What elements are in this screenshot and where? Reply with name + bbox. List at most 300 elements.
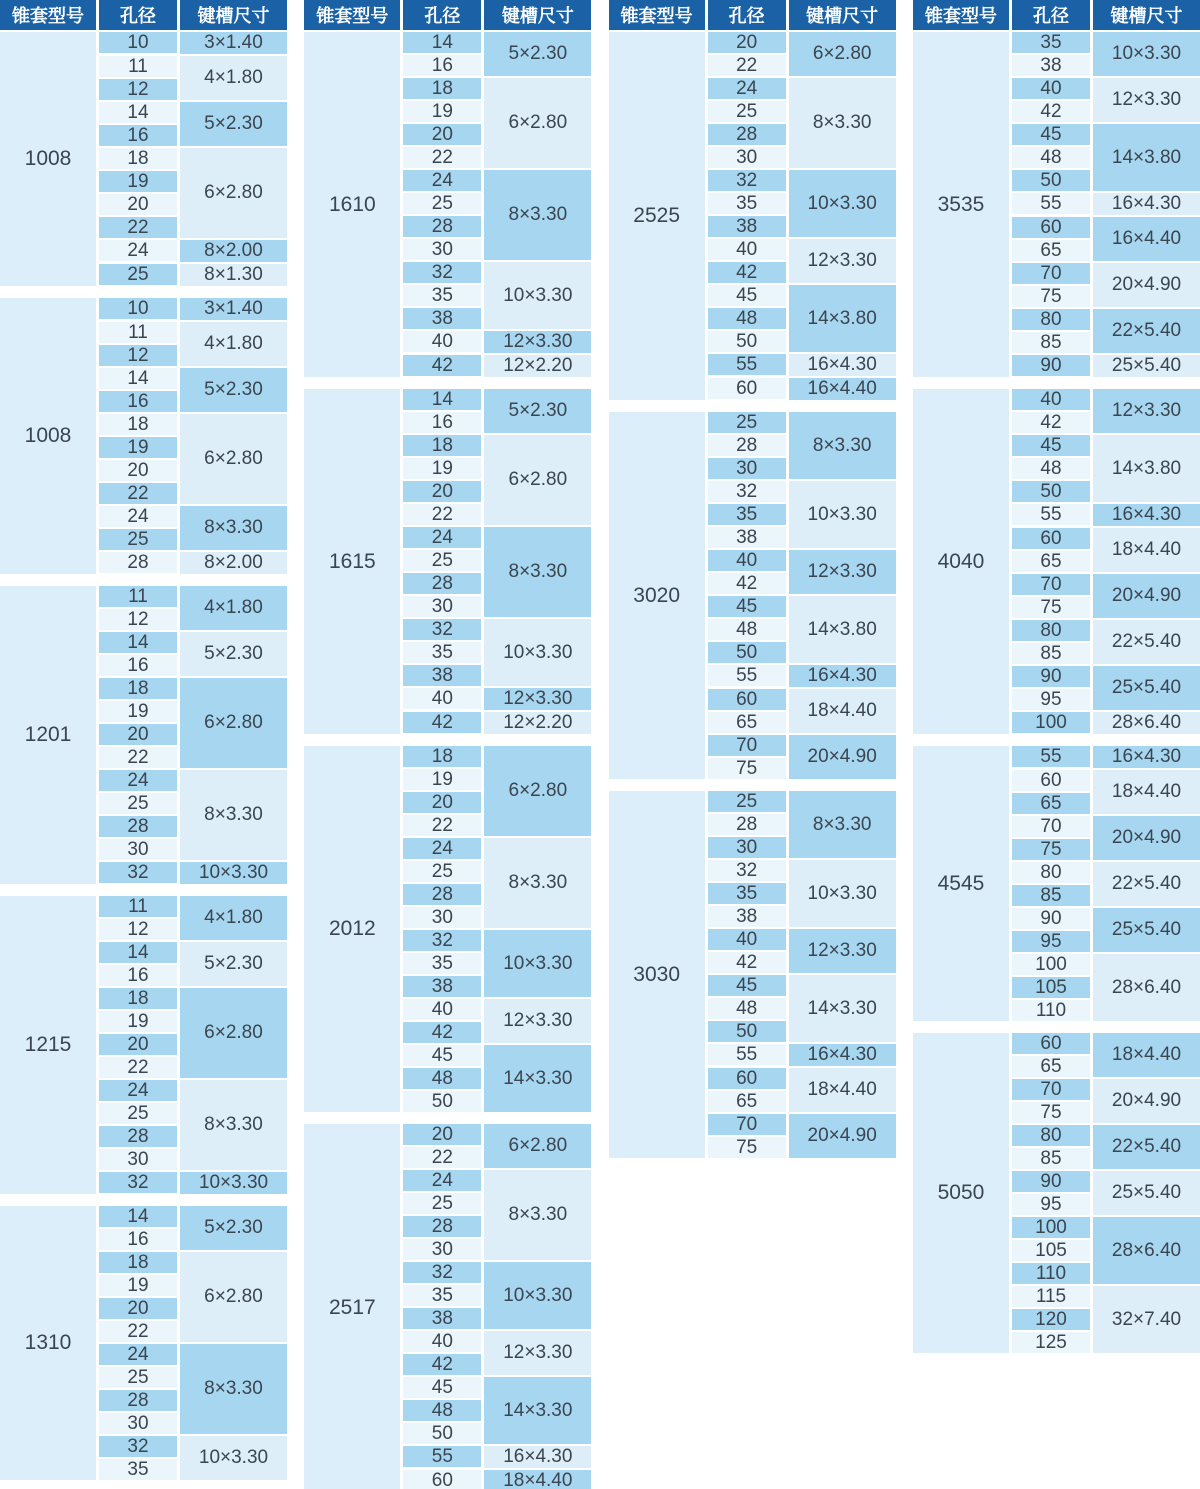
bore-cell: 90: [1012, 1171, 1090, 1192]
bore-cell: 12: [99, 919, 177, 940]
keyway-group: [1012, 435, 1200, 502]
bore-cell: 38: [403, 976, 481, 997]
keyway-cell: 18×4.40: [484, 1470, 591, 1489]
bore-list: [403, 32, 481, 76]
block-body: [403, 389, 591, 734]
bore-cell: 50: [708, 1021, 786, 1042]
bore-cell: 22: [99, 747, 177, 768]
keyway-group: [99, 322, 287, 366]
bore-list: [403, 746, 481, 836]
keyway-cell: 14×3.80: [789, 596, 896, 663]
bore-cell: 24: [99, 770, 177, 791]
keyway-group: [708, 689, 896, 733]
bore-cell: 48: [708, 308, 786, 329]
bore-cell: 19: [99, 1011, 177, 1032]
bore-cell: 18: [403, 435, 481, 456]
bore-cell: 20: [403, 124, 481, 145]
bore-cell: 60: [708, 378, 786, 399]
bore-cell: 35: [403, 1285, 481, 1306]
keyway-group: [403, 262, 591, 329]
keyway-cell: 5×2.30: [180, 102, 287, 146]
keyway-cell: 20×4.90: [1093, 263, 1200, 307]
bore-cell: 19: [99, 171, 177, 192]
bore-list: [1012, 712, 1090, 734]
header-model: 锥套型号: [913, 0, 1009, 30]
keyway-cell: 8×3.30: [484, 838, 591, 928]
bore-list: [708, 689, 786, 733]
keyway-cell: 16×4.30: [789, 665, 896, 687]
keyway-cell: 8×3.30: [789, 791, 896, 858]
bore-cell: 90: [1012, 355, 1090, 376]
bore-cell: 80: [1012, 309, 1090, 330]
keyway-cell: 8×3.30: [789, 412, 896, 479]
bore-cell: 60: [1012, 217, 1090, 238]
keyway-group: [1012, 908, 1200, 952]
keyway-group: [708, 354, 896, 376]
keyway-cell: 10×3.30: [180, 1436, 287, 1480]
bore-list: [403, 1377, 481, 1444]
block-body: [99, 1206, 287, 1480]
bore-list: [99, 1172, 177, 1194]
bore-list: [1012, 862, 1090, 906]
bore-cell: 55: [403, 1446, 481, 1467]
table-block: [0, 586, 287, 884]
model-cell: 2517: [304, 1124, 400, 1489]
bore-cell: 75: [1012, 286, 1090, 307]
bore-cell: 105: [1012, 1240, 1090, 1261]
bore-list: [403, 170, 481, 260]
bore-cell: 30: [403, 1239, 481, 1260]
bore-list: [99, 1080, 177, 1170]
block-body: [99, 896, 287, 1194]
bore-cell: 25: [708, 791, 786, 812]
bore-cell: 30: [708, 458, 786, 479]
bore-cell: 24: [403, 527, 481, 548]
bore-cell: 40: [1012, 389, 1090, 410]
bore-cell: 18: [99, 678, 177, 699]
header-keyway: 键槽尺寸: [484, 0, 591, 30]
bore-list: [1012, 1033, 1090, 1077]
bore-list: [708, 285, 786, 352]
bore-list: [403, 1170, 481, 1260]
keyway-group: [708, 412, 896, 479]
keyway-group: [99, 32, 287, 54]
bore-cell: 55: [708, 665, 786, 686]
bore-list: [708, 378, 786, 400]
bore-cell: 20: [99, 1034, 177, 1055]
keyway-cell: 12×3.30: [1093, 78, 1200, 122]
keyway-cell: 12×3.30: [484, 1331, 591, 1375]
bore-cell: 32: [403, 1262, 481, 1283]
keyway-cell: 16×4.30: [789, 1044, 896, 1066]
bore-cell: 50: [708, 331, 786, 352]
bore-cell: 65: [1012, 793, 1090, 814]
keyway-group: [1012, 355, 1200, 377]
keyway-cell: 12×2.20: [484, 355, 591, 377]
keyway-group: [403, 435, 591, 525]
bore-cell: 55: [708, 354, 786, 375]
keyway-group: [403, 527, 591, 617]
model-cell: 1008: [0, 32, 96, 286]
bore-cell: 14: [99, 368, 177, 389]
bore-list: [403, 355, 481, 377]
bore-cell: 50: [708, 642, 786, 663]
keyway-group: [708, 170, 896, 237]
bore-cell: 85: [1012, 885, 1090, 906]
bore-cell: 24: [403, 170, 481, 191]
bore-cell: 25: [403, 861, 481, 882]
table-blocks: [304, 32, 591, 1489]
bore-list: [99, 414, 177, 504]
table-block: [0, 32, 287, 286]
bore-cell: 60: [1012, 528, 1090, 549]
bore-cell: 28: [708, 435, 786, 456]
header-bore: 孔径: [1012, 0, 1090, 30]
bore-cell: 48: [1012, 458, 1090, 479]
keyway-cell: 5×2.30: [484, 389, 591, 433]
keyway-group: [708, 1044, 896, 1066]
bore-list: [708, 596, 786, 663]
keyway-group: [1012, 816, 1200, 860]
bore-cell: 25: [99, 264, 177, 285]
keyway-cell: 4×1.80: [180, 896, 287, 940]
bore-list: [1012, 504, 1090, 526]
bore-cell: 95: [1012, 931, 1090, 952]
bore-cell: 65: [1012, 1056, 1090, 1077]
bore-cell: 28: [99, 816, 177, 837]
keyway-cell: 20×4.90: [1093, 1079, 1200, 1123]
bore-cell: 40: [708, 929, 786, 950]
keyway-group: [708, 1114, 896, 1158]
model-cell: 5050: [913, 1033, 1009, 1353]
bore-cell: 35: [1012, 32, 1090, 53]
table-block: [304, 32, 591, 377]
keyway-group: [1012, 389, 1200, 433]
bore-cell: 55: [708, 1044, 786, 1065]
bore-cell: 90: [1012, 908, 1090, 929]
bore-list: [708, 860, 786, 927]
keyway-cell: 8×3.30: [789, 78, 896, 168]
bore-list: [1012, 1286, 1090, 1353]
bore-cell: 18: [403, 78, 481, 99]
block-body: [403, 746, 591, 1112]
keyway-group: [1012, 666, 1200, 710]
model-cell: 1008: [0, 298, 96, 574]
keyway-cell: 16×4.40: [1093, 217, 1200, 261]
keyway-cell: 3×1.40: [180, 32, 287, 54]
bore-list: [99, 240, 177, 262]
table-block: [913, 32, 1200, 377]
bore-cell: 42: [403, 355, 481, 376]
bore-cell: 35: [403, 642, 481, 663]
bore-cell: 70: [1012, 263, 1090, 284]
keyway-group: [403, 331, 591, 353]
keyway-cell: 25×5.40: [1093, 666, 1200, 710]
table-blocks: [913, 32, 1200, 1353]
bore-cell: 50: [403, 1423, 481, 1444]
keyway-cell: 12×3.30: [789, 239, 896, 283]
bore-list: [99, 942, 177, 986]
bore-cell: 18: [99, 148, 177, 169]
keyway-cell: 18×4.40: [1093, 528, 1200, 572]
keyway-cell: 4×1.80: [180, 322, 287, 366]
keyway-cell: 3×1.40: [180, 298, 287, 320]
model-cell: 4545: [913, 746, 1009, 1021]
bore-cell: 32: [403, 619, 481, 640]
header-keyway: 键槽尺寸: [180, 0, 287, 30]
bore-cell: 30: [99, 1149, 177, 1170]
bore-cell: 40: [708, 550, 786, 571]
bore-cell: 30: [403, 239, 481, 260]
bore-cell: 16: [99, 391, 177, 412]
bore-cell: 95: [1012, 1194, 1090, 1215]
keyway-group: [403, 930, 591, 997]
bore-cell: 25: [99, 793, 177, 814]
bore-cell: 65: [708, 1091, 786, 1112]
keyway-cell: 25×5.40: [1093, 908, 1200, 952]
bore-list: [403, 1446, 481, 1468]
bore-cell: 42: [403, 712, 481, 733]
keyway-cell: 8×3.30: [180, 770, 287, 860]
bore-cell: 50: [1012, 481, 1090, 502]
header-model: 锥套型号: [0, 0, 96, 30]
keyway-group: [99, 632, 287, 676]
bore-cell: 75: [1012, 1102, 1090, 1123]
keyway-group: [99, 368, 287, 412]
bore-cell: 25: [99, 1367, 177, 1388]
bore-cell: 80: [1012, 862, 1090, 883]
bore-cell: 32: [99, 1436, 177, 1457]
bore-cell: 20: [99, 460, 177, 481]
keyway-group: [99, 1080, 287, 1170]
keyway-group: [708, 1068, 896, 1112]
bore-cell: 32: [708, 170, 786, 191]
bore-cell: 14: [99, 942, 177, 963]
bore-cell: 80: [1012, 1125, 1090, 1146]
model-cell: 3535: [913, 32, 1009, 377]
bore-list: [403, 527, 481, 617]
bore-cell: 28: [99, 552, 177, 573]
bore-list: [708, 665, 786, 687]
table-header-row: [913, 0, 1200, 30]
bore-cell: 11: [99, 56, 177, 77]
bore-list: [403, 78, 481, 168]
keyway-cell: 20×4.90: [1093, 816, 1200, 860]
keyway-group: [403, 712, 591, 734]
keyway-cell: 8×3.30: [180, 506, 287, 550]
bore-cell: 10: [99, 32, 177, 53]
keyway-cell: 20×4.90: [1093, 574, 1200, 618]
bore-cell: 16: [99, 125, 177, 146]
bore-list: [99, 506, 177, 550]
bore-cell: 32: [708, 481, 786, 502]
table-block: [0, 896, 287, 1194]
bore-cell: 55: [1012, 193, 1090, 214]
bore-cell: 105: [1012, 977, 1090, 998]
keyway-group: [708, 32, 896, 76]
keyway-cell: 10×3.30: [789, 860, 896, 927]
bore-cell: 25: [403, 550, 481, 571]
bore-cell: 60: [1012, 770, 1090, 791]
bore-cell: 16: [403, 55, 481, 76]
keyway-group: [99, 1206, 287, 1250]
bore-list: [99, 1436, 177, 1480]
table-block: [304, 746, 591, 1112]
keyway-group: [1012, 504, 1200, 526]
bore-list: [1012, 1217, 1090, 1284]
keyway-cell: 28×6.40: [1093, 1217, 1200, 1284]
block-body: [1012, 32, 1200, 377]
bore-cell: 35: [403, 285, 481, 306]
keyway-group: [99, 506, 287, 550]
keyway-group: [403, 1262, 591, 1329]
bore-cell: 38: [708, 216, 786, 237]
bore-cell: 35: [403, 953, 481, 974]
keyway-group: [708, 791, 896, 858]
bore-cell: 30: [99, 1413, 177, 1434]
bore-cell: 22: [403, 504, 481, 525]
bore-cell: 18: [403, 746, 481, 767]
bore-cell: 42: [708, 573, 786, 594]
bore-cell: 75: [1012, 839, 1090, 860]
keyway-cell: 5×2.30: [180, 632, 287, 676]
bore-list: [99, 322, 177, 366]
keyway-group: [1012, 1125, 1200, 1169]
keyway-group: [708, 285, 896, 352]
keyway-cell: 18×4.40: [1093, 1033, 1200, 1077]
keyway-group: [403, 1124, 591, 1168]
bore-list: [1012, 389, 1090, 433]
keyway-cell: 8×3.30: [484, 527, 591, 617]
bore-cell: 70: [1012, 574, 1090, 595]
block-body: [403, 1124, 591, 1489]
bore-cell: 50: [1012, 170, 1090, 191]
keyway-group: [403, 838, 591, 928]
table-block: [0, 1206, 287, 1480]
bore-cell: 35: [708, 193, 786, 214]
bore-cell: 85: [1012, 1148, 1090, 1169]
bore-cell: 12: [99, 79, 177, 100]
bore-cell: 20: [403, 481, 481, 502]
bore-cell: 25: [708, 101, 786, 122]
bore-cell: 24: [708, 78, 786, 99]
bore-cell: 42: [708, 262, 786, 283]
keyway-group: [708, 596, 896, 663]
bore-cell: 14: [403, 32, 481, 53]
bore-cell: 115: [1012, 1286, 1090, 1307]
bore-list: [708, 412, 786, 479]
bore-cell: 30: [403, 907, 481, 928]
keyway-group: [403, 1446, 591, 1468]
bore-cell: 20: [403, 1124, 481, 1145]
table-block: [913, 1033, 1200, 1353]
keyway-group: [403, 1470, 591, 1489]
bore-list: [708, 1068, 786, 1112]
keyway-group: [1012, 1033, 1200, 1077]
keyway-cell: 12×3.30: [1093, 389, 1200, 433]
bore-cell: 42: [708, 952, 786, 973]
keyway-cell: 12×3.30: [484, 688, 591, 710]
keyway-group: [708, 975, 896, 1042]
keyway-cell: 5×2.30: [180, 1206, 287, 1250]
bore-list: [708, 1114, 786, 1158]
model-cell: 1610: [304, 32, 400, 377]
model-cell: 1215: [0, 896, 96, 1194]
bore-cell: 50: [403, 1091, 481, 1112]
bore-list: [708, 550, 786, 594]
bore-cell: 25: [708, 412, 786, 433]
bore-cell: 32: [403, 930, 481, 951]
bore-cell: 28: [708, 124, 786, 145]
bore-list: [708, 1044, 786, 1066]
keyway-group: [99, 1344, 287, 1434]
bore-cell: 12: [99, 345, 177, 366]
keyway-group: [708, 735, 896, 779]
bore-cell: 25: [403, 1193, 481, 1214]
keyway-group: [99, 1252, 287, 1342]
keyway-group: [99, 586, 287, 630]
bore-cell: 19: [403, 101, 481, 122]
bore-cell: 45: [708, 285, 786, 306]
keyway-cell: 8×2.00: [180, 552, 287, 574]
bore-list: [403, 1470, 481, 1489]
bore-list: [403, 930, 481, 997]
bore-list: [1012, 620, 1090, 664]
table-block: [913, 389, 1200, 734]
bore-cell: 11: [99, 896, 177, 917]
bore-list: [1012, 770, 1090, 814]
bore-list: [403, 331, 481, 353]
bore-cell: 14: [99, 102, 177, 123]
bore-cell: 22: [403, 1147, 481, 1168]
keyway-group: [99, 148, 287, 238]
bore-cell: 40: [708, 239, 786, 260]
bore-list: [708, 78, 786, 168]
bore-cell: 20: [99, 194, 177, 215]
keyway-cell: 8×3.30: [180, 1080, 287, 1170]
bore-cell: 100: [1012, 712, 1090, 733]
keyway-group: [1012, 309, 1200, 353]
keyway-cell: 16×4.30: [789, 354, 896, 376]
bore-list: [99, 896, 177, 940]
keyway-group: [1012, 1286, 1200, 1353]
bore-cell: 16: [99, 655, 177, 676]
bore-cell: 19: [403, 769, 481, 790]
bore-cell: 38: [1012, 55, 1090, 76]
table-header-row: [304, 0, 591, 30]
keyway-cell: 18×4.40: [789, 689, 896, 733]
bore-list: [403, 999, 481, 1043]
model-cell: 2525: [609, 32, 705, 400]
table-column-4: [913, 0, 1200, 1489]
keyway-cell: 32×7.40: [1093, 1286, 1200, 1353]
keyway-group: [708, 860, 896, 927]
bore-cell: 25: [403, 193, 481, 214]
keyway-group: [1012, 574, 1200, 618]
header-keyway: 键槽尺寸: [789, 0, 896, 30]
keyway-cell: 8×3.30: [180, 1344, 287, 1434]
keyway-cell: 4×1.80: [180, 586, 287, 630]
bore-cell: 95: [1012, 689, 1090, 710]
bore-list: [708, 170, 786, 237]
bore-list: [99, 770, 177, 860]
model-cell: 1201: [0, 586, 96, 884]
bore-list: [1012, 574, 1090, 618]
bore-cell: 12: [99, 609, 177, 630]
keyway-cell: 8×3.30: [484, 170, 591, 260]
keyway-group: [99, 862, 287, 884]
table-block: [304, 389, 591, 734]
